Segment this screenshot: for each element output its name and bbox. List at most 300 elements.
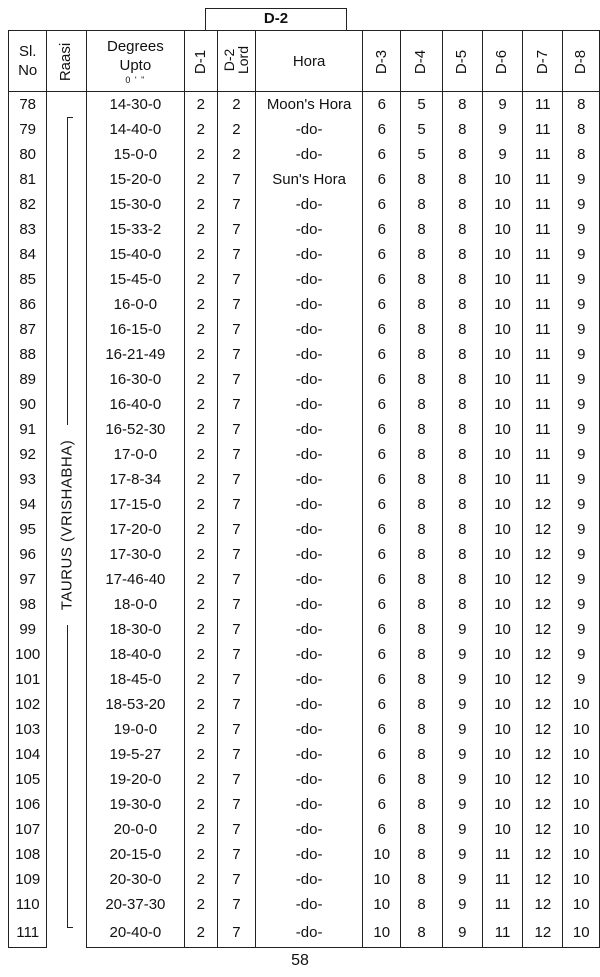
d7-header-label: D-7 (533, 49, 551, 74)
d6-cell: 11 (482, 842, 522, 867)
d3-cell: 6 (363, 742, 401, 767)
hora-cell: -do- (256, 742, 363, 767)
d7-cell: 11 (523, 217, 563, 242)
d8-cell: 10 (563, 867, 600, 892)
d4-cell: 8 (401, 467, 442, 492)
d8-cell: 10 (563, 717, 600, 742)
d7-cell: 11 (523, 417, 563, 442)
d1-cell: 2 (184, 492, 217, 517)
d7-cell: 12 (523, 867, 563, 892)
d8-cell: 8 (563, 92, 600, 118)
d4-cell: 5 (401, 92, 442, 118)
d3-cell: 6 (363, 267, 401, 292)
d5-cell: 9 (442, 767, 482, 792)
hora-header: Hora (256, 31, 363, 92)
hora-cell: -do- (256, 442, 363, 467)
sl-no-cell: 83 (9, 217, 47, 242)
d3-cell: 6 (363, 567, 401, 592)
d4-cell: 8 (401, 692, 442, 717)
d4-cell: 8 (401, 317, 442, 342)
d8-cell: 9 (563, 492, 600, 517)
degrees-cell: 18-45-0 (86, 667, 184, 692)
degrees-cell: 17-20-0 (86, 517, 184, 542)
d3-cell: 6 (363, 317, 401, 342)
d6-cell: 10 (482, 217, 522, 242)
hora-cell: -do- (256, 542, 363, 567)
d3-cell: 6 (363, 542, 401, 567)
bracket-bottom-tick (67, 927, 73, 928)
sl-no-cell: 107 (9, 817, 47, 842)
d2-lord-cell: 7 (217, 667, 256, 692)
d6-cell: 10 (482, 492, 522, 517)
sl-no-cell: 94 (9, 492, 47, 517)
d4-cell: 8 (401, 817, 442, 842)
d3-header (363, 31, 401, 92)
d8-cell: 9 (563, 292, 600, 317)
d8-cell: 10 (563, 792, 600, 817)
d2-lord-cell: 7 (217, 767, 256, 792)
d3-cell: 6 (363, 217, 401, 242)
sl-no-cell: 106 (9, 792, 47, 817)
d7-cell: 11 (523, 467, 563, 492)
d6-cell: 10 (482, 642, 522, 667)
d7-cell: 11 (523, 117, 563, 142)
d3-cell: 6 (363, 517, 401, 542)
hora-cell: -do- (256, 692, 363, 717)
d4-header (401, 31, 442, 92)
d2-lord-cell: 7 (217, 167, 256, 192)
hora-cell: -do- (256, 867, 363, 892)
d2-lord-line1: D-2 (221, 48, 238, 71)
d8-header (563, 31, 600, 92)
d2-lord-cell: 7 (217, 617, 256, 642)
d1-cell: 2 (184, 642, 217, 667)
degrees-cell: 20-37-30 (86, 892, 184, 917)
d8-cell: 10 (563, 767, 600, 792)
d2-lord-cell: 7 (217, 892, 256, 917)
raasi-cell (47, 92, 86, 948)
d1-cell: 2 (184, 792, 217, 817)
d3-header-label: D-3 (372, 49, 390, 74)
table-row (9, 592, 600, 617)
degrees-cell: 14-40-0 (86, 117, 184, 142)
d5-cell: 8 (442, 292, 482, 317)
hora-cell: -do- (256, 842, 363, 867)
bracket-line-bottom (67, 625, 68, 927)
table-row (9, 717, 600, 742)
d3-cell: 10 (363, 892, 401, 917)
d7-cell: 12 (523, 817, 563, 842)
table-row (9, 542, 600, 567)
degrees-cell: 16-21-49 (86, 342, 184, 367)
d2-lord-cell: 7 (217, 692, 256, 717)
d7-cell: 11 (523, 142, 563, 167)
sl-no-cell: 84 (9, 242, 47, 267)
d2-lord-line2: Lord (235, 45, 252, 74)
d3-cell: 6 (363, 692, 401, 717)
d6-cell: 10 (482, 692, 522, 717)
d2-lord-cell: 7 (217, 592, 256, 617)
d8-cell: 9 (563, 317, 600, 342)
degrees-cell: 17-30-0 (86, 542, 184, 567)
hora-cell: -do- (256, 392, 363, 417)
degrees-cell: 16-40-0 (86, 392, 184, 417)
sl-no-cell: 96 (9, 542, 47, 567)
degrees-cell: 20-30-0 (86, 867, 184, 892)
d8-cell: 9 (563, 667, 600, 692)
table-row (9, 417, 600, 442)
d4-cell: 8 (401, 267, 442, 292)
table-row (9, 642, 600, 667)
d5-cell: 8 (442, 342, 482, 367)
d7-cell: 12 (523, 592, 563, 617)
d7-cell: 12 (523, 667, 563, 692)
raasi-header (47, 31, 86, 92)
degrees-cell: 16-30-0 (86, 367, 184, 392)
d1-cell: 2 (184, 467, 217, 492)
d8-cell: 9 (563, 442, 600, 467)
hora-cell: -do- (256, 592, 363, 617)
d1-cell: 2 (184, 892, 217, 917)
table-row (9, 392, 600, 417)
d1-cell: 2 (184, 717, 217, 742)
table-row (9, 92, 600, 118)
d4-cell: 8 (401, 717, 442, 742)
d1-header (184, 31, 217, 92)
d7-cell: 12 (523, 892, 563, 917)
table-row (9, 217, 600, 242)
degrees-cell: 20-15-0 (86, 842, 184, 867)
d6-cell: 9 (482, 117, 522, 142)
raasi-label: TAURUS (VRISHABHA) (58, 439, 76, 611)
degrees-cell: 19-0-0 (86, 717, 184, 742)
table-row (9, 317, 600, 342)
hora-cell: -do- (256, 517, 363, 542)
d8-cell: 9 (563, 242, 600, 267)
d1-cell: 2 (184, 367, 217, 392)
d1-cell: 2 (184, 742, 217, 767)
table-row (9, 192, 600, 217)
hora-cell: Sun's Hora (256, 167, 363, 192)
hora-cell: -do- (256, 892, 363, 917)
d7-cell: 12 (523, 717, 563, 742)
d6-cell: 9 (482, 92, 522, 118)
varga-table (8, 30, 600, 948)
d4-cell: 8 (401, 617, 442, 642)
d1-cell: 2 (184, 767, 217, 792)
d7-cell: 12 (523, 642, 563, 667)
table-row (9, 567, 600, 592)
d8-cell: 10 (563, 742, 600, 767)
d5-cell: 9 (442, 742, 482, 767)
d5-cell: 8 (442, 417, 482, 442)
raasi-header-label: Raasi (57, 42, 75, 81)
d3-cell: 6 (363, 367, 401, 392)
degrees-cell: 18-40-0 (86, 642, 184, 667)
d2-lord-cell: 7 (217, 492, 256, 517)
d2-lord-cell: 7 (217, 417, 256, 442)
sl-no-cell: 88 (9, 342, 47, 367)
d7-cell: 12 (523, 767, 563, 792)
d6-cell: 9 (482, 142, 522, 167)
sl-no-cell: 82 (9, 192, 47, 217)
d4-cell: 8 (401, 892, 442, 917)
d2-lord-cell: 7 (217, 442, 256, 467)
d4-cell: 8 (401, 842, 442, 867)
d1-cell: 2 (184, 392, 217, 417)
degrees-units: 0 ' " (125, 75, 146, 85)
d1-cell: 2 (184, 442, 217, 467)
d2-lord-cell: 7 (217, 717, 256, 742)
degrees-cell: 16-15-0 (86, 317, 184, 342)
d5-cell: 8 (442, 317, 482, 342)
d5-cell: 8 (442, 117, 482, 142)
d5-cell: 9 (442, 817, 482, 842)
hora-cell: -do- (256, 292, 363, 317)
d2-lord-cell: 7 (217, 317, 256, 342)
degrees-cell: 15-20-0 (86, 167, 184, 192)
d1-cell: 2 (184, 167, 217, 192)
d6-cell: 10 (482, 392, 522, 417)
d4-cell: 5 (401, 142, 442, 167)
sl-no-cell: 89 (9, 367, 47, 392)
d1-cell: 2 (184, 842, 217, 867)
d1-header-label: D-1 (191, 49, 209, 74)
bracket-line-top (67, 117, 68, 425)
sl-no-cell: 105 (9, 767, 47, 792)
d8-cell: 9 (563, 467, 600, 492)
d7-header (523, 31, 563, 92)
d7-cell: 11 (523, 392, 563, 417)
d3-cell: 6 (363, 617, 401, 642)
d3-cell: 6 (363, 92, 401, 118)
d6-cell: 10 (482, 267, 522, 292)
degrees-cell: 18-0-0 (86, 592, 184, 617)
d6-header-label: D-6 (493, 49, 511, 74)
table-row (9, 367, 600, 392)
d7-cell: 12 (523, 692, 563, 717)
d1-cell: 2 (184, 692, 217, 717)
d7-cell: 11 (523, 317, 563, 342)
degrees-cell: 19-5-27 (86, 742, 184, 767)
d5-cell: 9 (442, 867, 482, 892)
d7-cell: 12 (523, 542, 563, 567)
d4-cell: 8 (401, 542, 442, 567)
d6-cell: 10 (482, 467, 522, 492)
table-row (9, 692, 600, 717)
d5-cell: 8 (442, 367, 482, 392)
d4-cell: 8 (401, 192, 442, 217)
d5-cell: 8 (442, 492, 482, 517)
d3-cell: 10 (363, 867, 401, 892)
d8-cell: 9 (563, 592, 600, 617)
d3-cell: 6 (363, 392, 401, 417)
degrees-cell: 20-40-0 (86, 917, 184, 948)
d6-cell: 10 (482, 242, 522, 267)
d7-cell: 12 (523, 567, 563, 592)
d7-cell: 11 (523, 342, 563, 367)
d5-cell: 8 (442, 167, 482, 192)
table-row (9, 292, 600, 317)
d5-cell: 9 (442, 717, 482, 742)
hora-cell: -do- (256, 192, 363, 217)
table-row (9, 467, 600, 492)
d4-cell: 8 (401, 442, 442, 467)
d8-cell: 9 (563, 617, 600, 642)
sl-no-header (9, 31, 47, 92)
d4-cell: 8 (401, 792, 442, 817)
table-row (9, 517, 600, 542)
d2-lord-cell: 7 (217, 342, 256, 367)
d1-cell: 2 (184, 142, 217, 167)
table-row (9, 792, 600, 817)
degrees-cell: 16-0-0 (86, 292, 184, 317)
d4-cell: 8 (401, 567, 442, 592)
table-row (9, 267, 600, 292)
d3-cell: 6 (363, 342, 401, 367)
degrees-cell: 15-45-0 (86, 267, 184, 292)
d2-group-header: D-2 (205, 8, 347, 30)
d2-lord-cell: 7 (217, 567, 256, 592)
d5-cell: 9 (442, 892, 482, 917)
hora-cell: -do- (256, 567, 363, 592)
hora-cell: -do- (256, 717, 363, 742)
d5-cell: 9 (442, 617, 482, 642)
d6-cell: 10 (482, 367, 522, 392)
sl-no-cell: 100 (9, 642, 47, 667)
d5-cell: 8 (442, 517, 482, 542)
hora-cell: -do- (256, 342, 363, 367)
d3-cell: 6 (363, 767, 401, 792)
d7-cell: 12 (523, 492, 563, 517)
d2-lord-cell: 7 (217, 392, 256, 417)
d4-cell: 8 (401, 592, 442, 617)
d5-cell: 9 (442, 917, 482, 948)
d3-cell: 6 (363, 142, 401, 167)
d2-lord-header (217, 31, 256, 92)
degrees-cell: 15-33-2 (86, 217, 184, 242)
d3-cell: 6 (363, 167, 401, 192)
d6-cell: 10 (482, 817, 522, 842)
d5-cell: 8 (442, 442, 482, 467)
d7-cell: 12 (523, 517, 563, 542)
d8-cell: 10 (563, 817, 600, 842)
sl-no-cell: 93 (9, 467, 47, 492)
sl-header-line1: Sl. (18, 43, 37, 60)
sl-no-cell: 110 (9, 892, 47, 917)
d2-lord-cell: 2 (217, 117, 256, 142)
d7-cell: 11 (523, 92, 563, 118)
d4-cell: 8 (401, 167, 442, 192)
table-row (9, 892, 600, 917)
d3-cell: 6 (363, 417, 401, 442)
d7-cell: 12 (523, 617, 563, 642)
d1-cell: 2 (184, 517, 217, 542)
header-row (9, 31, 600, 92)
d1-cell: 2 (184, 867, 217, 892)
hora-cell: -do- (256, 117, 363, 142)
d7-cell: 12 (523, 917, 563, 948)
d6-header (482, 31, 522, 92)
hora-cell: -do- (256, 367, 363, 392)
d8-cell: 8 (563, 117, 600, 142)
d8-cell: 9 (563, 542, 600, 567)
d2-lord-cell: 7 (217, 192, 256, 217)
d2-lord-cell: 7 (217, 742, 256, 767)
d4-cell: 8 (401, 342, 442, 367)
d4-cell: 8 (401, 667, 442, 692)
d5-cell: 8 (442, 242, 482, 267)
degrees-cell: 18-53-20 (86, 692, 184, 717)
sl-header-line2: No (18, 62, 38, 79)
d7-cell: 11 (523, 442, 563, 467)
table-row (9, 442, 600, 467)
hora-cell: -do- (256, 242, 363, 267)
d1-cell: 2 (184, 267, 217, 292)
d5-header (442, 31, 482, 92)
sl-no-cell: 85 (9, 267, 47, 292)
d3-cell: 6 (363, 792, 401, 817)
d2-lord-cell: 7 (217, 467, 256, 492)
d8-cell: 9 (563, 167, 600, 192)
d3-cell: 10 (363, 842, 401, 867)
d5-cell: 8 (442, 542, 482, 567)
d7-cell: 12 (523, 742, 563, 767)
d6-cell: 10 (482, 317, 522, 342)
sl-no-cell: 102 (9, 692, 47, 717)
d6-cell: 10 (482, 192, 522, 217)
table-body (9, 92, 600, 948)
table-row (9, 842, 600, 867)
hora-cell: -do- (256, 467, 363, 492)
d1-cell: 2 (184, 567, 217, 592)
degrees-header-line2: Upto (119, 57, 152, 74)
sl-no-cell: 81 (9, 167, 47, 192)
d6-cell: 10 (482, 417, 522, 442)
hora-cell: -do- (256, 917, 363, 948)
hora-cell: -do- (256, 217, 363, 242)
d1-cell: 2 (184, 417, 217, 442)
sl-no-cell: 87 (9, 317, 47, 342)
sl-no-cell: 98 (9, 592, 47, 617)
d2-lord-cell: 2 (217, 92, 256, 118)
sl-no-cell: 97 (9, 567, 47, 592)
d2-lord-cell: 7 (217, 842, 256, 867)
d7-cell: 11 (523, 192, 563, 217)
d4-cell: 8 (401, 292, 442, 317)
d3-cell: 6 (363, 817, 401, 842)
d3-cell: 6 (363, 717, 401, 742)
d1-cell: 2 (184, 592, 217, 617)
d1-cell: 2 (184, 617, 217, 642)
d2-lord-cell: 7 (217, 217, 256, 242)
sl-no-cell: 79 (9, 117, 47, 142)
d1-cell: 2 (184, 192, 217, 217)
d4-cell: 8 (401, 742, 442, 767)
d2-lord-cell: 7 (217, 367, 256, 392)
d2-lord-cell: 7 (217, 917, 256, 948)
table-row (9, 817, 600, 842)
d4-cell: 5 (401, 117, 442, 142)
degrees-cell: 16-52-30 (86, 417, 184, 442)
d8-cell: 10 (563, 842, 600, 867)
d3-cell: 6 (363, 492, 401, 517)
degrees-header (86, 31, 184, 92)
d5-cell: 9 (442, 642, 482, 667)
table-row (9, 667, 600, 692)
hora-cell: -do- (256, 817, 363, 842)
d4-cell: 8 (401, 517, 442, 542)
